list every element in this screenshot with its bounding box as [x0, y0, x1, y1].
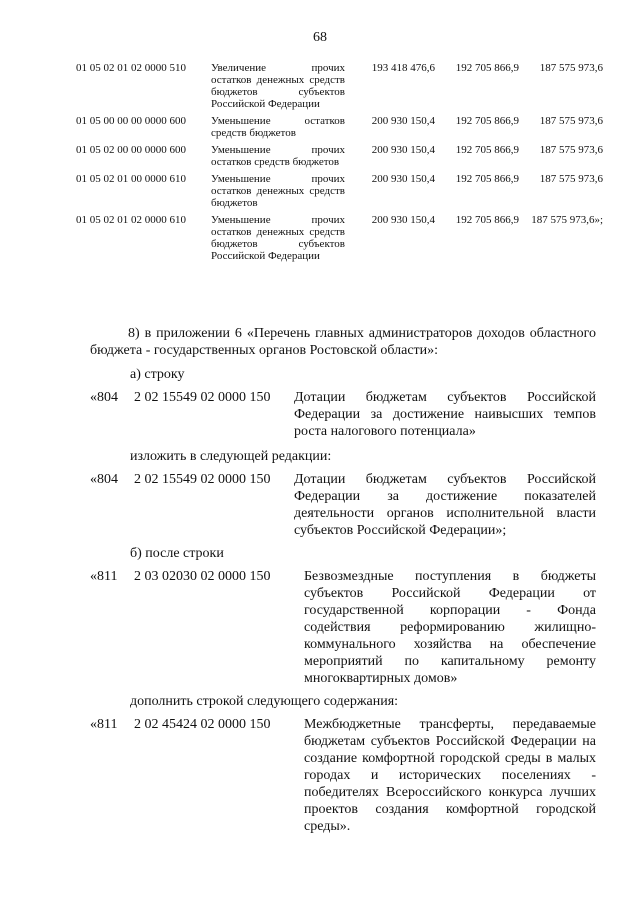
value-year-3: 187 575 973,6»; [531, 214, 603, 226]
budget-name: Увеличение прочих остатков денежных средств бюджетов субъектов Российской Федерации [211, 62, 345, 110]
subitem-a-label: а) строку [130, 367, 185, 382]
revenue-name: Межбюджетные трансферты, передаваемые бюджетам субъектов Российской Федерации на создание комфортной городской среды в малых городах и исторических поселениях - победителях Всероссийского конкурса лучших проектов создания комфортной городской среды». [304, 717, 596, 834]
budget-code: 01 05 02 01 00 0000 610 [76, 173, 186, 185]
entry-row-old [90, 389, 606, 440]
value-year-1: 200 930 150,4 [371, 115, 435, 127]
value-year-3: 187 575 973,6 [539, 62, 603, 74]
admin-code: «811 [90, 717, 118, 732]
admin-code: «811 [90, 569, 118, 584]
table-row [76, 173, 616, 209]
admin-code: «804 [90, 390, 118, 405]
budget-code: 01 05 02 01 02 0000 610 [76, 214, 186, 226]
value-year-1: 193 418 476,6 [371, 62, 435, 74]
budget-name: Уменьшение остатков средств бюджетов [211, 115, 345, 139]
replace-instruction: изложить в следующей редакции: [130, 449, 332, 464]
budget-code: 01 05 02 00 00 0000 600 [76, 144, 186, 156]
budget-name: Уменьшение прочих остатков средств бюджетов [211, 144, 345, 168]
entry-row-after [90, 568, 606, 687]
value-year-2: 192 705 866,9 [455, 115, 519, 127]
revenue-code: 2 02 45424 02 0000 150 [134, 717, 271, 732]
revenue-code: 2 02 15549 02 0000 150 [134, 390, 271, 405]
budget-code: 01 05 02 01 02 0000 510 [76, 62, 186, 74]
value-year-2: 192 705 866,9 [455, 173, 519, 185]
item-8-paragraph: 8) в приложении 6 «Перечень главных администраторов доходов областного бюджета - государственных органов Ростовской области»: [90, 326, 596, 358]
subitem-b-label: б) после строки [130, 546, 224, 561]
budget-name: Уменьшение прочих остатков денежных средств бюджетов [211, 173, 345, 209]
revenue-name: Дотации бюджетам субъектов Российской Федерации за достижение показателей деятельности органов исполнительной власти субъектов Российской Федерации»; [294, 472, 596, 538]
budget-sources-table [76, 62, 616, 267]
table-row [76, 115, 616, 139]
table-row [76, 214, 616, 262]
entry-row-new [90, 471, 606, 539]
budget-code: 01 05 00 00 00 0000 600 [76, 115, 186, 127]
value-year-1: 200 930 150,4 [371, 214, 435, 226]
page-number: 68 [313, 30, 327, 45]
value-year-2: 192 705 866,9 [455, 214, 519, 226]
table-row [76, 144, 616, 168]
revenue-code: 2 02 15549 02 0000 150 [134, 472, 271, 487]
value-year-3: 187 575 973,6 [539, 173, 603, 185]
admin-code: «804 [90, 472, 118, 487]
revenue-name: Безвозмездные поступления в бюджеты субъектов Российской Федерации от государственной корпорации - Фонда содействия реформированию жилищно-коммунального хозяйства на обеспечение мероприятий по капитальному ремонту многоквартирных домов» [304, 569, 596, 686]
value-year-2: 192 705 866,9 [455, 62, 519, 74]
value-year-2: 192 705 866,9 [455, 144, 519, 156]
value-year-3: 187 575 973,6 [539, 115, 603, 127]
value-year-1: 200 930 150,4 [371, 144, 435, 156]
budget-name: Уменьшение прочих остатков денежных средств бюджетов субъектов Российской Федерации [211, 214, 345, 262]
revenue-code: 2 03 02030 02 0000 150 [134, 569, 271, 584]
value-year-3: 187 575 973,6 [539, 144, 603, 156]
table-row [76, 62, 616, 110]
value-year-1: 200 930 150,4 [371, 173, 435, 185]
revenue-name: Дотации бюджетам субъектов Российской Федерации за достижение наивысших темпов роста налогового потенциала» [294, 390, 596, 439]
add-instruction: дополнить строкой следующего содержания: [130, 694, 399, 709]
entry-row-added [90, 716, 606, 835]
